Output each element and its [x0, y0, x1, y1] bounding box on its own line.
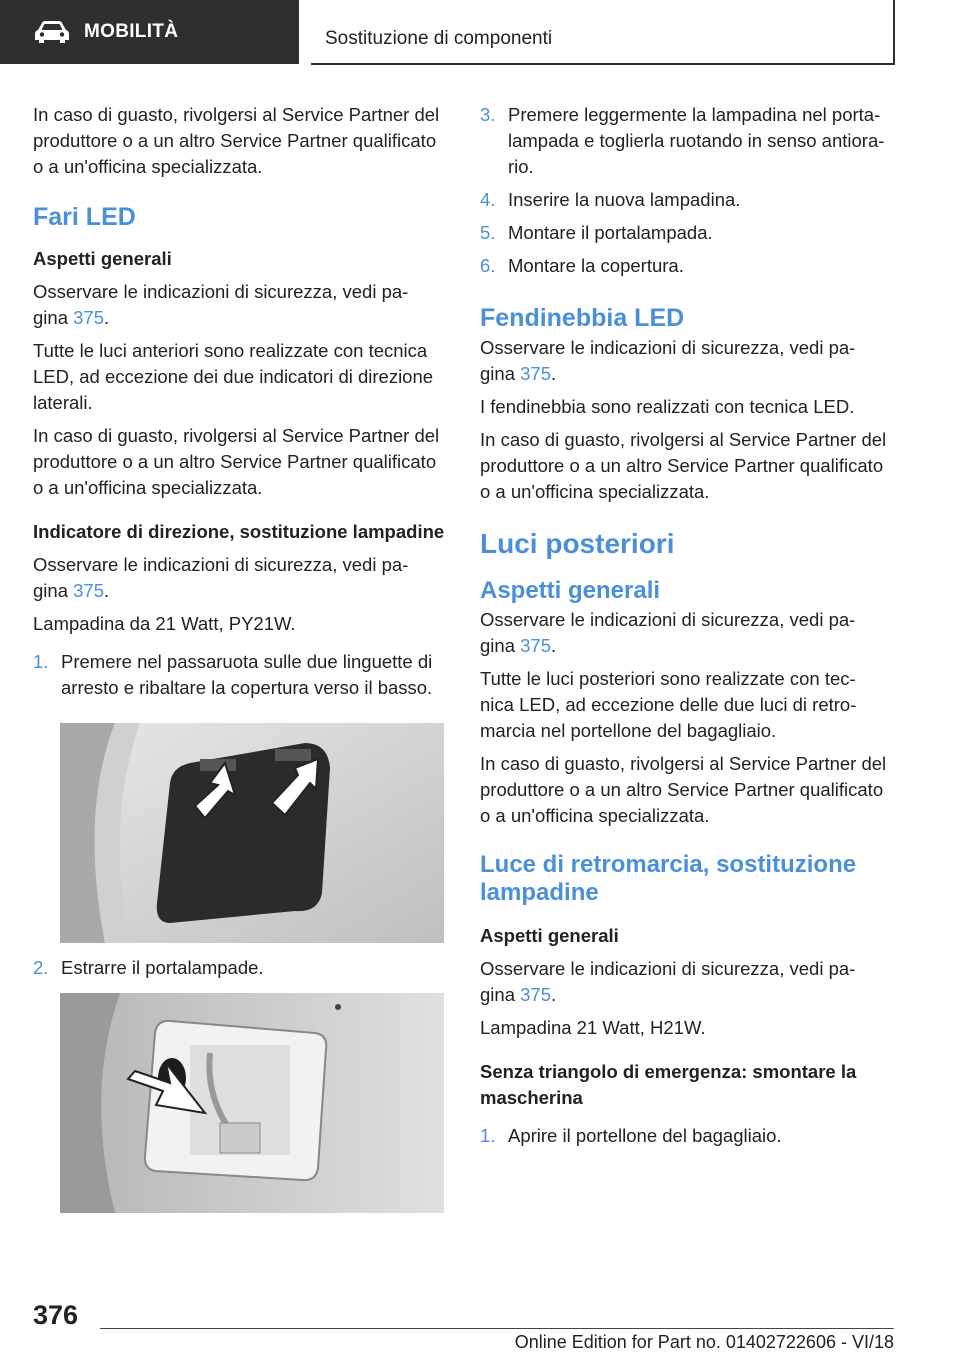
fendinebbia-heading: Fendinebbia LED	[480, 304, 685, 332]
page-link-375[interactable]: 375	[520, 363, 551, 384]
section-title: MOBILITÀ	[84, 21, 179, 42]
fend-safety-text: Osservare le indicazioni di sicurezza, vedi pa‐ gina	[480, 337, 856, 384]
step-text: Premere nel passaruota sulle due linguette di arresto e ribaltare la copertura verso il basso.	[61, 651, 433, 698]
fari-subheading: Aspetti generali	[33, 248, 172, 269]
step-text: Montare il portalampada.	[508, 222, 713, 243]
page-link-375[interactable]: 375	[520, 635, 551, 656]
step-text: Aprire il portellone del bagagliaio.	[508, 1125, 782, 1146]
step-number: 6.	[480, 255, 496, 276]
fari-guasto-paragraph: In caso di guasto, rivolgersi al Service Partner del produttore o a un altro Service Partner qualificato o a un'officina specializzata.	[33, 425, 440, 498]
section-tab	[0, 0, 299, 64]
step-item	[33, 955, 445, 981]
chapter-box	[311, 0, 895, 65]
step-text: Montare la copertura.	[508, 255, 684, 276]
retro-aspetti-subheading: Aspetti generali	[480, 925, 619, 946]
chapter-title: Sostituzione di componenti	[325, 28, 553, 49]
intro-paragraph: In caso di guasto, rivolgersi al Service Partner del produttore o a un altro Service Partner qualificato o a un'officina specializzata.	[33, 104, 440, 177]
step-number: 1.	[480, 1125, 496, 1146]
left-column	[33, 102, 445, 1213]
step-item	[33, 649, 445, 701]
lampadina-paragraph: Lampadina da 21 Watt, PY21W.	[33, 613, 296, 634]
step-number: 1.	[33, 651, 49, 672]
fari-led-heading: Fari LED	[33, 203, 136, 231]
luci-guasto-paragraph: In caso di guasto, rivolgersi al Service Partner del produttore o a un altro Service Partner qualificato o a un'officina specializzata.	[480, 753, 887, 826]
period: .	[104, 307, 110, 328]
fend-led-paragraph: I fendinebbia sono realizzati con tecnica LED.	[480, 396, 855, 417]
step-text: Premere leggermente la lampadina nel porta‐ lampada e toglierla ruotando in senso antiora‐ rio.	[508, 104, 885, 177]
retro-lampadina-paragraph: Lampadina 21 Watt, H21W.	[480, 1017, 706, 1038]
step-item	[480, 102, 892, 180]
fend-safety-paragraph	[480, 335, 892, 387]
step-item	[480, 1123, 892, 1149]
retro-safety-text: Osservare le indicazioni di sicurezza, vedi pa‐ gina	[480, 958, 856, 1005]
fari-led-paragraph: Tutte le luci anteriori sono realizzate con tecnica LED, ad eccezione dei due indicatori di direzione laterali.	[33, 340, 434, 413]
step-number: 2.	[33, 957, 49, 978]
car-icon	[34, 20, 70, 44]
step-text: Estrarre il portalampade.	[61, 957, 264, 978]
step-item	[480, 220, 892, 246]
wheel-arch-cover-image	[60, 723, 444, 943]
period: .	[551, 363, 557, 384]
period: .	[104, 580, 110, 601]
right-column	[480, 102, 892, 1149]
step-item	[480, 187, 892, 213]
step-text: Inserire la nuova lampadina.	[508, 189, 741, 210]
lamp-holder-image	[60, 993, 444, 1213]
period: .	[551, 635, 557, 656]
luci-safety-paragraph	[480, 607, 892, 659]
indicatore-safety-text: Osservare le indicazioni di sicurezza, vedi pa‐ gina	[33, 554, 409, 601]
page-link-375[interactable]: 375	[73, 580, 104, 601]
period: .	[551, 984, 557, 1005]
step-number: 5.	[480, 222, 496, 243]
page-number: 376	[33, 1300, 79, 1330]
luci-posteriori-heading: Luci posteriori	[480, 528, 675, 559]
edition-text: Online Edition for Part no. 01402722606 - VI/18	[514, 1332, 894, 1352]
luci-aspetti-heading: Aspetti generali	[480, 577, 661, 604]
page-link-375[interactable]: 375	[73, 307, 104, 328]
retromarcia-heading: Luce di retromarcia, sostituzione lampadine	[480, 851, 857, 906]
senza-triangolo-heading: Senza triangolo di emergenza: smontare la mascherina	[480, 1061, 857, 1108]
indicatore-safety-paragraph	[33, 552, 445, 604]
step-item	[480, 253, 892, 279]
fari-safety-paragraph	[33, 279, 445, 331]
step-number: 3.	[480, 104, 496, 125]
fend-guasto-paragraph: In caso di guasto, rivolgersi al Service Partner del produttore o a un altro Service Partner qualificato o a un'officina specializzata.	[480, 429, 887, 502]
luci-led-paragraph: Tutte le luci posteriori sono realizzate con tec‐ nica LED, ad eccezione delle due luci di retro‐ marcia nel portellone del bagagliaio.	[480, 668, 857, 741]
page-link-375[interactable]: 375	[520, 984, 551, 1005]
retro-safety-paragraph	[480, 956, 892, 1008]
fari-safety-text: Osservare le indicazioni di sicurezza, vedi pa‐ gina	[33, 281, 409, 328]
footer-divider	[100, 1328, 894, 1329]
indicatore-heading: Indicatore di direzione, sostituzione lampadine	[33, 521, 445, 542]
step-number: 4.	[480, 189, 496, 210]
luci-safety-text: Osservare le indicazioni di sicurezza, vedi pa‐ gina	[480, 609, 856, 656]
